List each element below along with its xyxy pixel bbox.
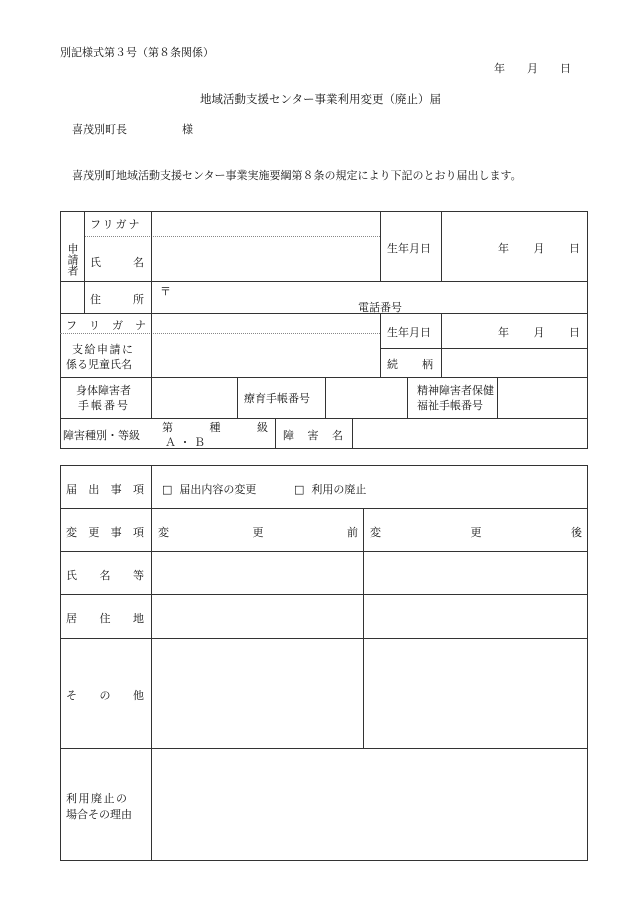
row-other-label: そ の 他: [66, 689, 144, 702]
phone-label: 電話番号: [358, 301, 402, 314]
row-name-label: 氏 名 等: [66, 569, 144, 582]
applicant-dob-label: 生年月日: [387, 242, 431, 255]
postal-mark: 〒: [160, 285, 171, 298]
disability-type-grade-label: 障害種別・等級: [63, 429, 140, 442]
applicant-dob-value: 年 月 日: [498, 242, 580, 255]
checkbox-abolish-icon[interactable]: □: [294, 483, 305, 496]
applicant-section-label: 申請者: [66, 243, 79, 276]
checkbox-change-icon[interactable]: □: [162, 483, 173, 496]
disability-name-label: 障 害 名: [283, 429, 343, 442]
row-residence-label: 居 住 地: [66, 612, 144, 625]
form-number: 別記様式第３号（第８条関係）: [60, 46, 214, 59]
applicant-furigana-label: フリガナ: [90, 218, 142, 231]
child-dob-label: 生年月日: [387, 326, 431, 339]
form-title: 地域活動支援センター事業利用変更（廃止）届: [200, 92, 442, 106]
mental-handbook-label-2: 福祉手帳番号: [417, 399, 483, 412]
applicant-address-label: 住 所: [90, 293, 144, 306]
child-label-line2: 係る児童氏名: [66, 358, 132, 371]
submission-date: 年 月 日: [494, 62, 571, 75]
disability-grade-row2: Ａ ・ Ｂ: [165, 436, 205, 449]
after-change-header: 変 更 後: [370, 526, 582, 539]
child-label-line1: 支給申請に: [72, 343, 135, 356]
ryoiku-handbook-label: 療育手帳番号: [244, 392, 310, 405]
disability-grade-row1: 第 種 級: [162, 421, 268, 434]
physical-handbook-label-1: 身体障害者: [76, 384, 131, 397]
statement: 喜茂別町地域活動支援センター事業実施要綱第８条の規定により下記のとおり届出します。: [72, 169, 522, 182]
notice-item-label: 届 出 事 項: [66, 483, 144, 496]
applicant-name-label: 氏 名: [90, 256, 144, 269]
option-change-label: 届出内容の変更: [179, 483, 257, 496]
child-dob-value: 年 月 日: [498, 326, 580, 339]
option-abolish-label: 利用の廃止: [311, 483, 367, 496]
before-change-header: 変 更 前: [158, 526, 358, 539]
change-item-label: 変 更 事 項: [66, 526, 144, 539]
reason-label-line1: 利用廃止の: [66, 792, 129, 805]
option-abolish[interactable]: [294, 481, 366, 497]
child-furigana-label: フ リ ガ ナ: [66, 319, 146, 332]
reason-label-line2: 場合その理由: [66, 808, 132, 821]
relation-label: 続 柄: [387, 358, 433, 371]
option-change[interactable]: [162, 481, 256, 497]
mental-handbook-label-1: 精神障害者保健: [417, 384, 494, 397]
physical-handbook-label-2: 手帳番号: [78, 399, 130, 412]
addressee: 喜茂別町長 様: [72, 123, 193, 136]
